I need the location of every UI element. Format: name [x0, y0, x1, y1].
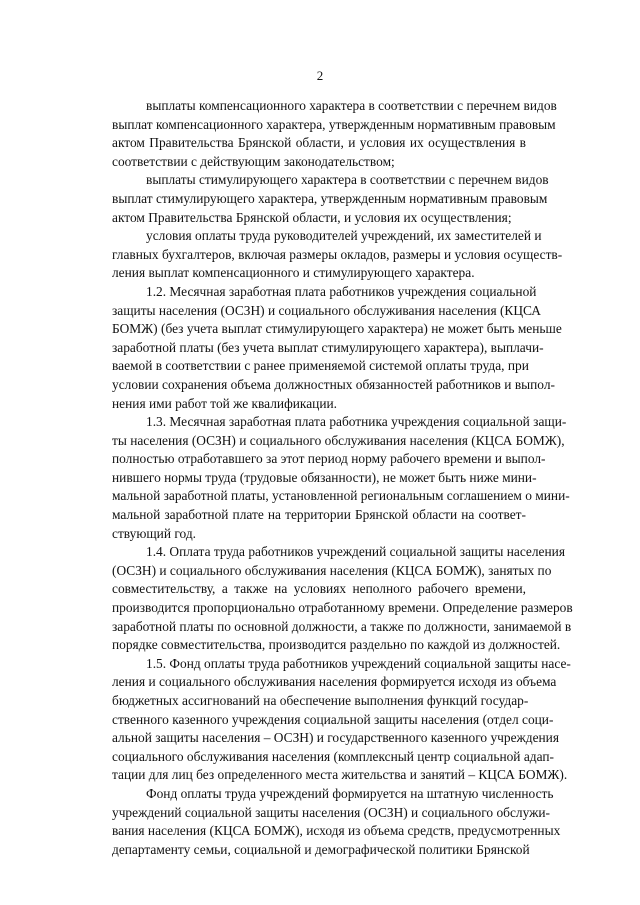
text-line: Фонд оплаты труда учреждений формируется на штатную численность	[146, 785, 554, 801]
text-line: нившего нормы труда (трудовые обязанности), не может быть ниже мини-	[112, 469, 537, 485]
text-line: полностью отработавшего за этот период норму рабочего времени и выпол-	[112, 451, 546, 467]
text-line: актом Правительства Брянской области, и условия их осуществления;	[112, 209, 512, 225]
text-line: социального обслуживания населения (комплексный центр социальной адап-	[112, 748, 554, 764]
text-line: ления выплат компенсационного и стимулирующего характера.	[112, 265, 475, 281]
paragraph	[112, 543, 573, 655]
text-line: БОМЖ) (без учета выплат стимулирующего характера) не может быть меньше	[112, 321, 562, 337]
text-line: 1.4. Оплата труда работников учреждений социальной защиты населения	[146, 544, 565, 560]
text-line: условия оплаты труда руководителей учреждений, их заместителей и	[146, 228, 542, 244]
text-line: совместительству, а также на условиях неполного рабочего времени,	[112, 581, 526, 597]
text-line: соответствии с действующим законодательством;	[112, 153, 395, 169]
text-line: бюджетных ассигнований на обеспечение выполнения функций государ-	[112, 693, 529, 708]
paragraph	[112, 171, 549, 227]
text-line: мальной заработной платы, установленной региональным соглашением о мини-	[112, 488, 570, 504]
text-line: защиты населения (ОСЗН) и социального обслуживания населения (КЦСА	[112, 302, 541, 318]
text-line: учреждений социальной защиты населения (ОСЗН) и социального обслужи-	[112, 804, 550, 820]
paragraph	[112, 655, 571, 785]
text-line: ты населения (ОСЗН) и социального обслуживания населения (КЦСА БОМЖ),	[112, 432, 565, 448]
text-line: ствующий год.	[112, 525, 196, 541]
document-body	[112, 97, 573, 859]
text-line: выплат компенсационного характера, утвержденным нормативным правовым	[112, 116, 556, 132]
text-line: нения ими работ той же квалификации.	[112, 395, 338, 411]
paragraph	[112, 413, 570, 543]
text-line: мальной заработной плате на территории Брянской области на соответ-	[112, 507, 526, 523]
text-line: выплаты компенсационного характера в соответствии с перечнем видов	[146, 98, 557, 113]
text-line: условии сохранения объема должностных обязанностей работников и выпол-	[112, 376, 555, 392]
text-line: главных бухгалтеров, включая размеры окладов, размеры и условия осуществ-	[112, 246, 563, 262]
text-line: выплаты стимулирующего характера в соответствии с перечнем видов	[146, 172, 549, 188]
paragraph	[112, 283, 562, 413]
text-line: альной защиты населения – ОСЗН) и государственного казенного учреждения	[112, 730, 560, 746]
text-line: 1.3. Месячная заработная плата работника учреждения социальной защи-	[146, 414, 567, 430]
text-line: ственного казенного учреждения социальной защиты населения (отдел соци-	[112, 711, 554, 727]
text-line: ваемой в соответствии с ранее применяемой системой оплаты труда, при	[112, 358, 529, 374]
text-line: производится пропорционально отработанному времени. Определение размеров	[112, 600, 573, 616]
paragraph	[112, 97, 557, 171]
text-line: заработной платы (без учета выплат стимулирующего характера), выплачи-	[112, 339, 544, 355]
text-line: 1.2. Месячная заработная плата работников учреждения социальной	[146, 283, 537, 299]
text-line: (ОСЗН) и социального обслуживания населения (КЦСА БОМЖ), занятых по	[112, 562, 552, 578]
text-line: заработной платы по основной должности, а также по должности, занимаемой в	[112, 618, 572, 634]
text-line: выплат стимулирующего характера, утвержденным нормативным правовым	[112, 190, 548, 206]
text-line: порядке совместительства, производится раздельно по каждой из должностей.	[112, 637, 561, 653]
text-line: департаменту семьи, социальной и демографической политики Брянской	[112, 841, 530, 857]
text-line: вания населения (КЦСА БОМЖ), исходя из объема средств, предусмотренных	[112, 823, 561, 839]
text-line: актом Правительства Брянской области, и условия их осуществления в	[112, 135, 526, 151]
text-line: 1.5. Фонд оплаты труда работников учреждений социальной защиты насе-	[146, 655, 571, 671]
paragraph	[112, 227, 563, 283]
text-line: ления и социального обслуживания населения формируется исходя из объема	[112, 674, 557, 690]
page-number: 2	[316, 68, 324, 83]
paragraph	[112, 785, 561, 859]
text-line: тации для лиц без определенного места жительства и занятий – КЦСА БОМЖ).	[112, 767, 568, 783]
